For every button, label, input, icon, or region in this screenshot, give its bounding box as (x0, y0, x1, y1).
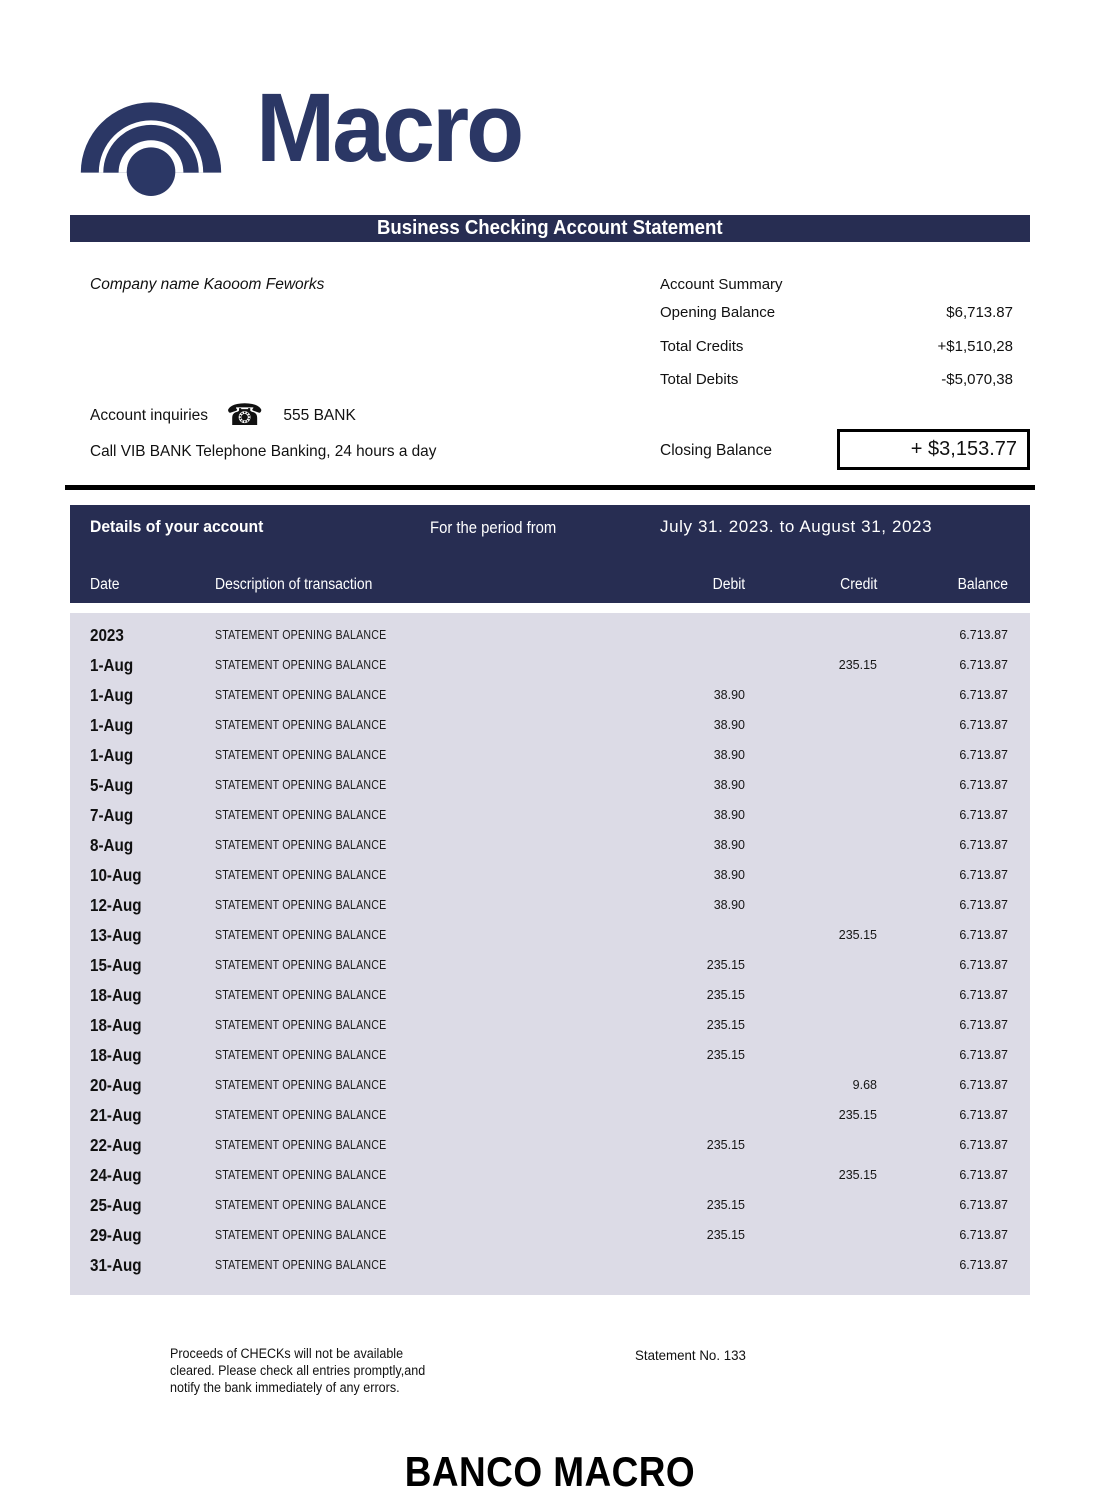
company-name-line: Company name Kaooom Feworks (90, 276, 325, 293)
transaction-date: 24-Aug (90, 1164, 142, 1185)
transaction-date: 25-Aug (90, 1194, 142, 1215)
transaction-credit: 235.15 (838, 1108, 877, 1122)
transaction-balance: 6.713.87 (959, 838, 1008, 852)
section-divider (65, 485, 1035, 490)
transaction-date: 20-Aug (90, 1074, 142, 1095)
transaction-date: 1-Aug (90, 654, 134, 675)
transaction-debit: 235.15 (706, 988, 745, 1002)
transaction-row (70, 740, 1030, 770)
transaction-balance: 6.713.87 (959, 958, 1008, 972)
transaction-row (70, 620, 1030, 650)
transaction-balance: 6.713.87 (959, 658, 1008, 672)
statement-number: Statement No. 133 (635, 1347, 746, 1363)
closing-balance-value: + $3,153.77 (910, 438, 1017, 460)
transaction-description: STATEMENT OPENING BALANCE (215, 748, 387, 762)
summary-label: Total Credits (660, 338, 744, 355)
transaction-debit: 235.15 (706, 1228, 745, 1242)
transaction-date: 7-Aug (90, 804, 134, 825)
transaction-date: 1-Aug (90, 684, 134, 705)
inquiries-phone-number: 555 BANK (283, 407, 356, 424)
transaction-description: STATEMENT OPENING BALANCE (215, 1078, 387, 1092)
transaction-row (70, 800, 1030, 830)
transaction-balance: 6.713.87 (959, 688, 1008, 702)
transaction-date: 29-Aug (90, 1224, 142, 1245)
transaction-balance: 6.713.87 (959, 1138, 1008, 1152)
transaction-row (70, 980, 1030, 1010)
transaction-row (70, 1100, 1030, 1130)
transaction-credit: 235.15 (838, 928, 877, 942)
transaction-balance: 6.713.87 (959, 1198, 1008, 1212)
transaction-description: STATEMENT OPENING BALANCE (215, 988, 387, 1002)
transaction-row (70, 1130, 1030, 1160)
transaction-balance: 6.713.87 (959, 1018, 1008, 1032)
footer-notice-line: cleared. Please check all entries promptly,and (170, 1363, 426, 1378)
transaction-date: 18-Aug (90, 1014, 142, 1035)
transaction-date: 13-Aug (90, 924, 142, 945)
transaction-description: STATEMENT OPENING BALANCE (215, 958, 387, 972)
transaction-debit: 38.90 (713, 898, 745, 912)
transaction-description: STATEMENT OPENING BALANCE (215, 928, 387, 942)
transaction-credit: 235.15 (838, 1168, 877, 1182)
transaction-description: STATEMENT OPENING BALANCE (215, 1168, 387, 1182)
transaction-description: STATEMENT OPENING BALANCE (215, 898, 387, 912)
table-column-headers (70, 576, 1030, 594)
transaction-date: 15-Aug (90, 954, 142, 975)
transaction-row (70, 1220, 1030, 1250)
transaction-description: STATEMENT OPENING BALANCE (215, 868, 387, 882)
transaction-row (70, 650, 1030, 680)
transaction-date: 21-Aug (90, 1104, 142, 1125)
transaction-date: 5-Aug (90, 774, 134, 795)
footer-brand: BANCO MACRO (404, 1448, 696, 1495)
transaction-row (70, 1040, 1030, 1070)
summary-row (660, 304, 1013, 321)
closing-balance-box (837, 429, 1030, 470)
transaction-description: STATEMENT OPENING BALANCE (215, 1258, 387, 1272)
transaction-balance: 6.713.87 (959, 718, 1008, 732)
transaction-description: STATEMENT OPENING BALANCE (215, 778, 387, 792)
transaction-balance: 6.713.87 (959, 928, 1008, 942)
summary-row (660, 338, 1013, 355)
transactions-body (70, 613, 1030, 1295)
transaction-description: STATEMENT OPENING BALANCE (215, 718, 387, 732)
bank-logo (70, 73, 527, 198)
bank-logo-text: Macro (256, 73, 522, 182)
account-inquiries-line (90, 398, 356, 433)
transaction-debit: 38.90 (713, 748, 745, 762)
transaction-balance: 6.713.87 (959, 748, 1008, 762)
transaction-date: 12-Aug (90, 894, 142, 915)
transaction-description: STATEMENT OPENING BALANCE (215, 688, 387, 702)
transaction-row (70, 920, 1030, 950)
phone-icon: ☎ (226, 398, 264, 433)
period-label: For the period from (430, 519, 557, 537)
transaction-balance: 6.713.87 (959, 868, 1008, 882)
transaction-row (70, 1010, 1030, 1040)
transaction-description: STATEMENT OPENING BALANCE (215, 808, 387, 822)
transaction-date: 10-Aug (90, 864, 142, 885)
transaction-debit: 235.15 (706, 1198, 745, 1212)
transaction-date: 18-Aug (90, 1044, 142, 1065)
summary-value: +$1,510,28 (937, 338, 1013, 355)
column-header-balance: Balance (957, 576, 1008, 593)
column-header-debit: Debit (712, 576, 745, 593)
period-value: July 31. 2023. to August 31, 2023 (660, 517, 933, 536)
transaction-row (70, 950, 1030, 980)
transaction-description: STATEMENT OPENING BALANCE (215, 1018, 387, 1032)
transaction-description: STATEMENT OPENING BALANCE (215, 658, 387, 672)
transaction-date: 31-Aug (90, 1254, 142, 1275)
transaction-description: STATEMENT OPENING BALANCE (215, 1048, 387, 1062)
transaction-date: 2023 (90, 624, 124, 645)
transaction-row (70, 1250, 1030, 1280)
transaction-date: 1-Aug (90, 714, 134, 735)
transaction-balance: 6.713.87 (959, 898, 1008, 912)
transaction-balance: 6.713.87 (959, 1258, 1008, 1272)
transaction-balance: 6.713.87 (959, 1168, 1008, 1182)
closing-balance-label: Closing Balance (660, 442, 773, 459)
transaction-row (70, 890, 1030, 920)
transaction-debit: 38.90 (713, 778, 745, 792)
statement-title: Business Checking Account Statement (377, 217, 723, 239)
transaction-debit: 235.15 (706, 1048, 745, 1062)
transaction-date: 22-Aug (90, 1134, 142, 1155)
summary-value: $6,713.87 (946, 304, 1013, 321)
transaction-debit: 38.90 (713, 808, 745, 822)
transaction-debit: 235.15 (706, 1018, 745, 1032)
transaction-description: STATEMENT OPENING BALANCE (215, 1108, 387, 1122)
transaction-credit: 9.68 (852, 1078, 877, 1092)
account-inquiries-label: Account inquiries (90, 407, 209, 424)
transaction-description: STATEMENT OPENING BALANCE (215, 1198, 387, 1212)
transaction-debit: 235.15 (706, 958, 745, 972)
transaction-debit: 38.90 (713, 718, 745, 732)
transaction-row (70, 1070, 1030, 1100)
summary-label: Opening Balance (660, 304, 776, 321)
transaction-row (70, 710, 1030, 740)
transaction-balance: 6.713.87 (959, 808, 1008, 822)
footer-notice-line: notify the bank immediately of any errors. (170, 1380, 400, 1395)
transaction-debit: 38.90 (713, 688, 745, 702)
transaction-row (70, 680, 1030, 710)
telephone-banking-line: Call VIB BANK Telephone Banking, 24 hours a day (90, 443, 437, 460)
transaction-description: STATEMENT OPENING BALANCE (215, 1138, 387, 1152)
transaction-balance: 6.713.87 (959, 778, 1008, 792)
account-summary-title: Account Summary (660, 276, 783, 293)
transaction-row (70, 1190, 1030, 1220)
transaction-balance: 6.713.87 (959, 1228, 1008, 1242)
transaction-row (70, 830, 1030, 860)
transaction-balance: 6.713.87 (959, 1048, 1008, 1062)
transaction-row (70, 770, 1030, 800)
statement-title-bar (70, 215, 1030, 242)
transaction-description: STATEMENT OPENING BALANCE (215, 838, 387, 852)
details-title: Details of your account (90, 518, 264, 536)
column-header-credit: Credit (839, 576, 877, 593)
transaction-description: STATEMENT OPENING BALANCE (215, 628, 387, 642)
macro-arcs-icon (70, 86, 232, 198)
footer-notice (170, 1345, 425, 1396)
column-header-description: Description of transaction (215, 576, 373, 593)
transaction-balance: 6.713.87 (959, 1108, 1008, 1122)
transaction-balance: 6.713.87 (959, 988, 1008, 1002)
details-header (70, 505, 1030, 603)
transaction-balance: 6.713.87 (959, 1078, 1008, 1092)
transaction-row (70, 860, 1030, 890)
transaction-description: STATEMENT OPENING BALANCE (215, 1228, 387, 1242)
transaction-debit: 38.90 (713, 838, 745, 852)
transaction-date: 8-Aug (90, 834, 134, 855)
column-header-date: Date (90, 576, 120, 593)
summary-value: -$5,070,38 (941, 371, 1013, 388)
transaction-debit: 235.15 (706, 1138, 745, 1152)
summary-label: Total Debits (660, 371, 739, 388)
transaction-row (70, 1160, 1030, 1190)
transaction-credit: 235.15 (838, 658, 877, 672)
footer-notice-line: Proceeds of CHECKs will not be available (170, 1346, 404, 1361)
summary-row (660, 371, 1013, 388)
transaction-date: 18-Aug (90, 984, 142, 1005)
transaction-date: 1-Aug (90, 744, 134, 765)
transaction-debit: 38.90 (713, 868, 745, 882)
transaction-balance: 6.713.87 (959, 628, 1008, 642)
